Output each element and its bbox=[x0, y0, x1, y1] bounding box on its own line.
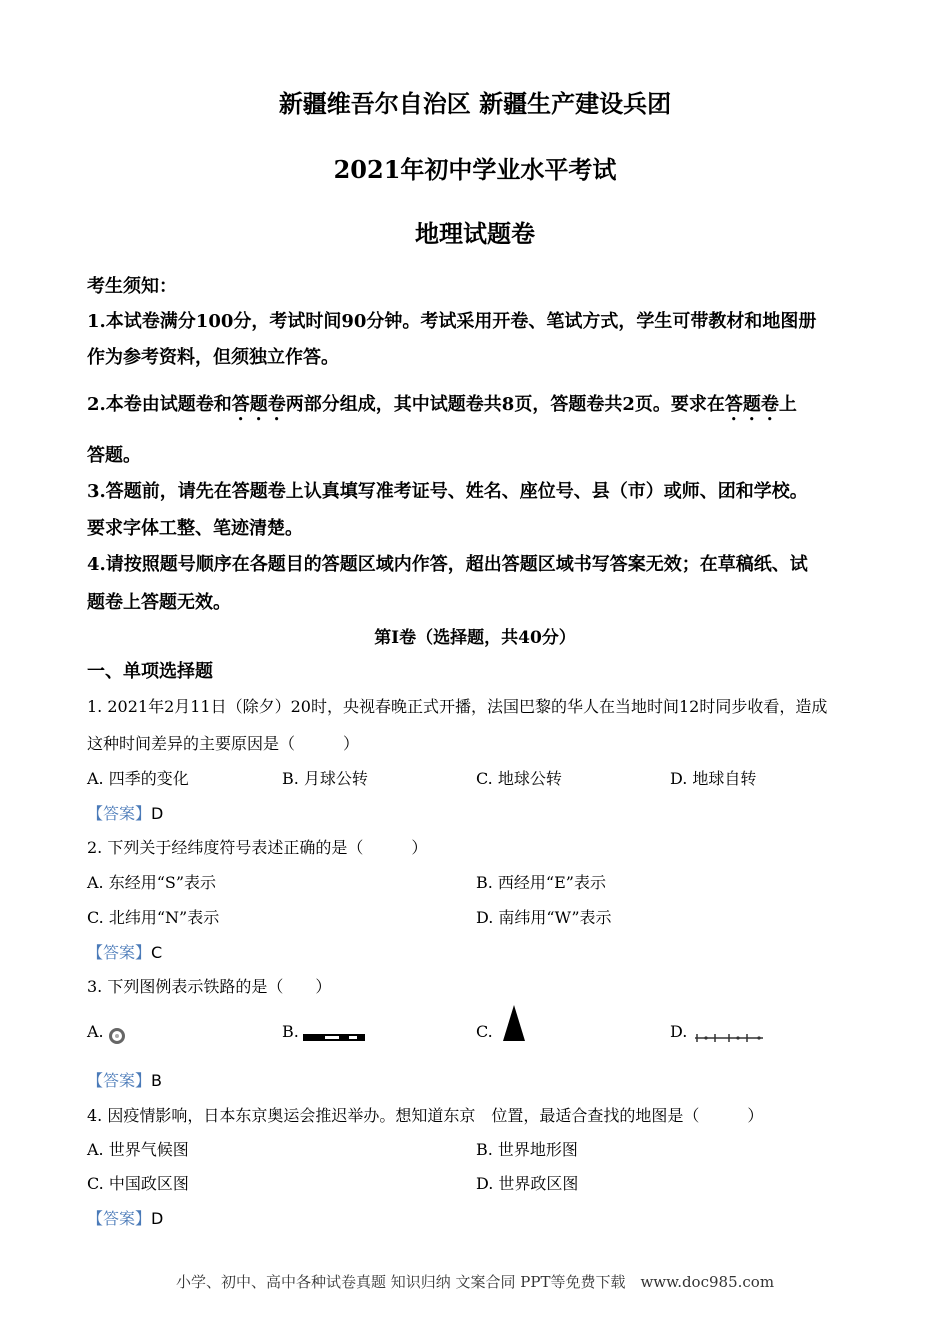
notice-item-4a: 4.请按照题号顺序在各题目的答题区域内作答，超出答题区域书写答案无效；在草稿纸、试 bbox=[87, 554, 808, 575]
question-2-option-c: C. 北纬用“N”表示 bbox=[87, 908, 220, 927]
notice-item-3b: 要求字体工整、笔迹清楚。 bbox=[87, 518, 303, 539]
question-2-option-b: B. 西经用“E”表示 bbox=[476, 873, 606, 892]
question-4-option-d: D. 世界政区图 bbox=[476, 1174, 579, 1193]
question-4-option-a: A. 世界气候图 bbox=[87, 1140, 189, 1159]
notice-item-3a: 3.答题前，请先在答题卷上认真填写准考证号、姓名、座位号、县（市）或师、团和学校。 bbox=[87, 481, 808, 502]
notice-item-2a-emph: 答题卷 bbox=[231, 394, 286, 415]
answer-tag: 【答案】 bbox=[87, 804, 152, 823]
question-1-option-b: B. 月球公转 bbox=[282, 769, 368, 788]
footer-download-notice: 小学、初中、高中各种试卷真题 知识归纳 文案合同 PPT等免费下载 www.doc985.com bbox=[175, 1273, 775, 1291]
notice-item-2a-emph2: 答题卷 bbox=[724, 394, 779, 415]
answer-value: C bbox=[151, 943, 163, 962]
question-2-answer bbox=[87, 940, 162, 963]
notice-item-2a bbox=[87, 390, 797, 425]
question-1-stem-cont: 这种时间差异的主要原因是（ ） bbox=[87, 734, 360, 753]
question-3-option-a: A. bbox=[87, 1022, 104, 1041]
question-1-stem: 1. 2021年2月11日（除夕）20时，央视春晚正式开播，法国巴黎的华人在当地时间12时同步收看，造成 bbox=[87, 697, 828, 716]
question-3-option-b: B. bbox=[282, 1022, 299, 1041]
paper-title: 地理试题卷 bbox=[415, 219, 535, 248]
question-3-answer bbox=[87, 1068, 162, 1091]
question-1-option-a: A. 四季的变化 bbox=[87, 769, 189, 788]
question-4-answer bbox=[87, 1206, 163, 1229]
answer-tag: 【答案】 bbox=[87, 1209, 152, 1228]
answer-tag: 【答案】 bbox=[87, 1071, 152, 1090]
boundary-line-icon bbox=[695, 1033, 763, 1043]
exam-name-title: 2021年初中学业水平考试 bbox=[333, 155, 617, 184]
question-2-option-d: D. 南纬用“W”表示 bbox=[476, 908, 612, 927]
exam-region-title: 新疆维吾尔自治区 新疆生产建设兵团 bbox=[278, 89, 672, 118]
railway-icon bbox=[303, 1033, 365, 1043]
notice-item-2b: 答题。 bbox=[87, 445, 141, 466]
question-1-option-c: C. 地球公转 bbox=[476, 769, 562, 788]
question-1-option-d: D. 地球自转 bbox=[670, 769, 757, 788]
notice-item-2a-pre: 2.本卷由试题卷和 bbox=[87, 394, 232, 415]
mountain-peak-icon bbox=[502, 1004, 526, 1042]
answer-value: D bbox=[151, 804, 164, 823]
question-4-option-b: B. 世界地形图 bbox=[476, 1140, 578, 1159]
notice-item-4b: 题卷上答题无效。 bbox=[87, 592, 231, 613]
notice-item-2a-post: 上 bbox=[778, 394, 797, 415]
question-2-option-a: A. 东经用“S”表示 bbox=[87, 873, 217, 892]
notice-item-1a: 1.本试卷满分100分，考试时间90分钟。考试采用开卷、笔试方式，学生可带教材和地图册 bbox=[87, 311, 817, 332]
notice-item-1b: 作为参考资料，但须独立作答。 bbox=[87, 347, 339, 368]
notice-item-2a-mid: 两部分组成，其中试题卷共8页，答题卷共2页。要求在 bbox=[285, 394, 725, 415]
question-3-option-d: D. bbox=[670, 1022, 688, 1041]
part-title: 第Ⅰ卷（选择题，共40分） bbox=[374, 628, 576, 648]
ring-icon bbox=[108, 1027, 126, 1045]
question-1-answer bbox=[87, 801, 163, 824]
question-2-stem: 2. 下列关于经纬度符号表述正确的是（ ） bbox=[87, 838, 428, 857]
question-3-option-c: C. bbox=[476, 1022, 493, 1041]
answer-value: D bbox=[151, 1209, 164, 1228]
question-type-title: 一、单项选择题 bbox=[87, 661, 213, 682]
question-3-stem: 3. 下列图例表示铁路的是（ ） bbox=[87, 977, 332, 996]
notice-heading: 考生须知： bbox=[87, 276, 177, 297]
question-4-stem: 4. 因疫情影响，日本东京奥运会推迟举办。想知道东京 位置，最适合查找的地图是（ ） bbox=[87, 1106, 764, 1125]
question-4-option-c: C. 中国政区图 bbox=[87, 1174, 189, 1193]
answer-tag: 【答案】 bbox=[87, 943, 152, 962]
answer-value: B bbox=[151, 1071, 162, 1090]
